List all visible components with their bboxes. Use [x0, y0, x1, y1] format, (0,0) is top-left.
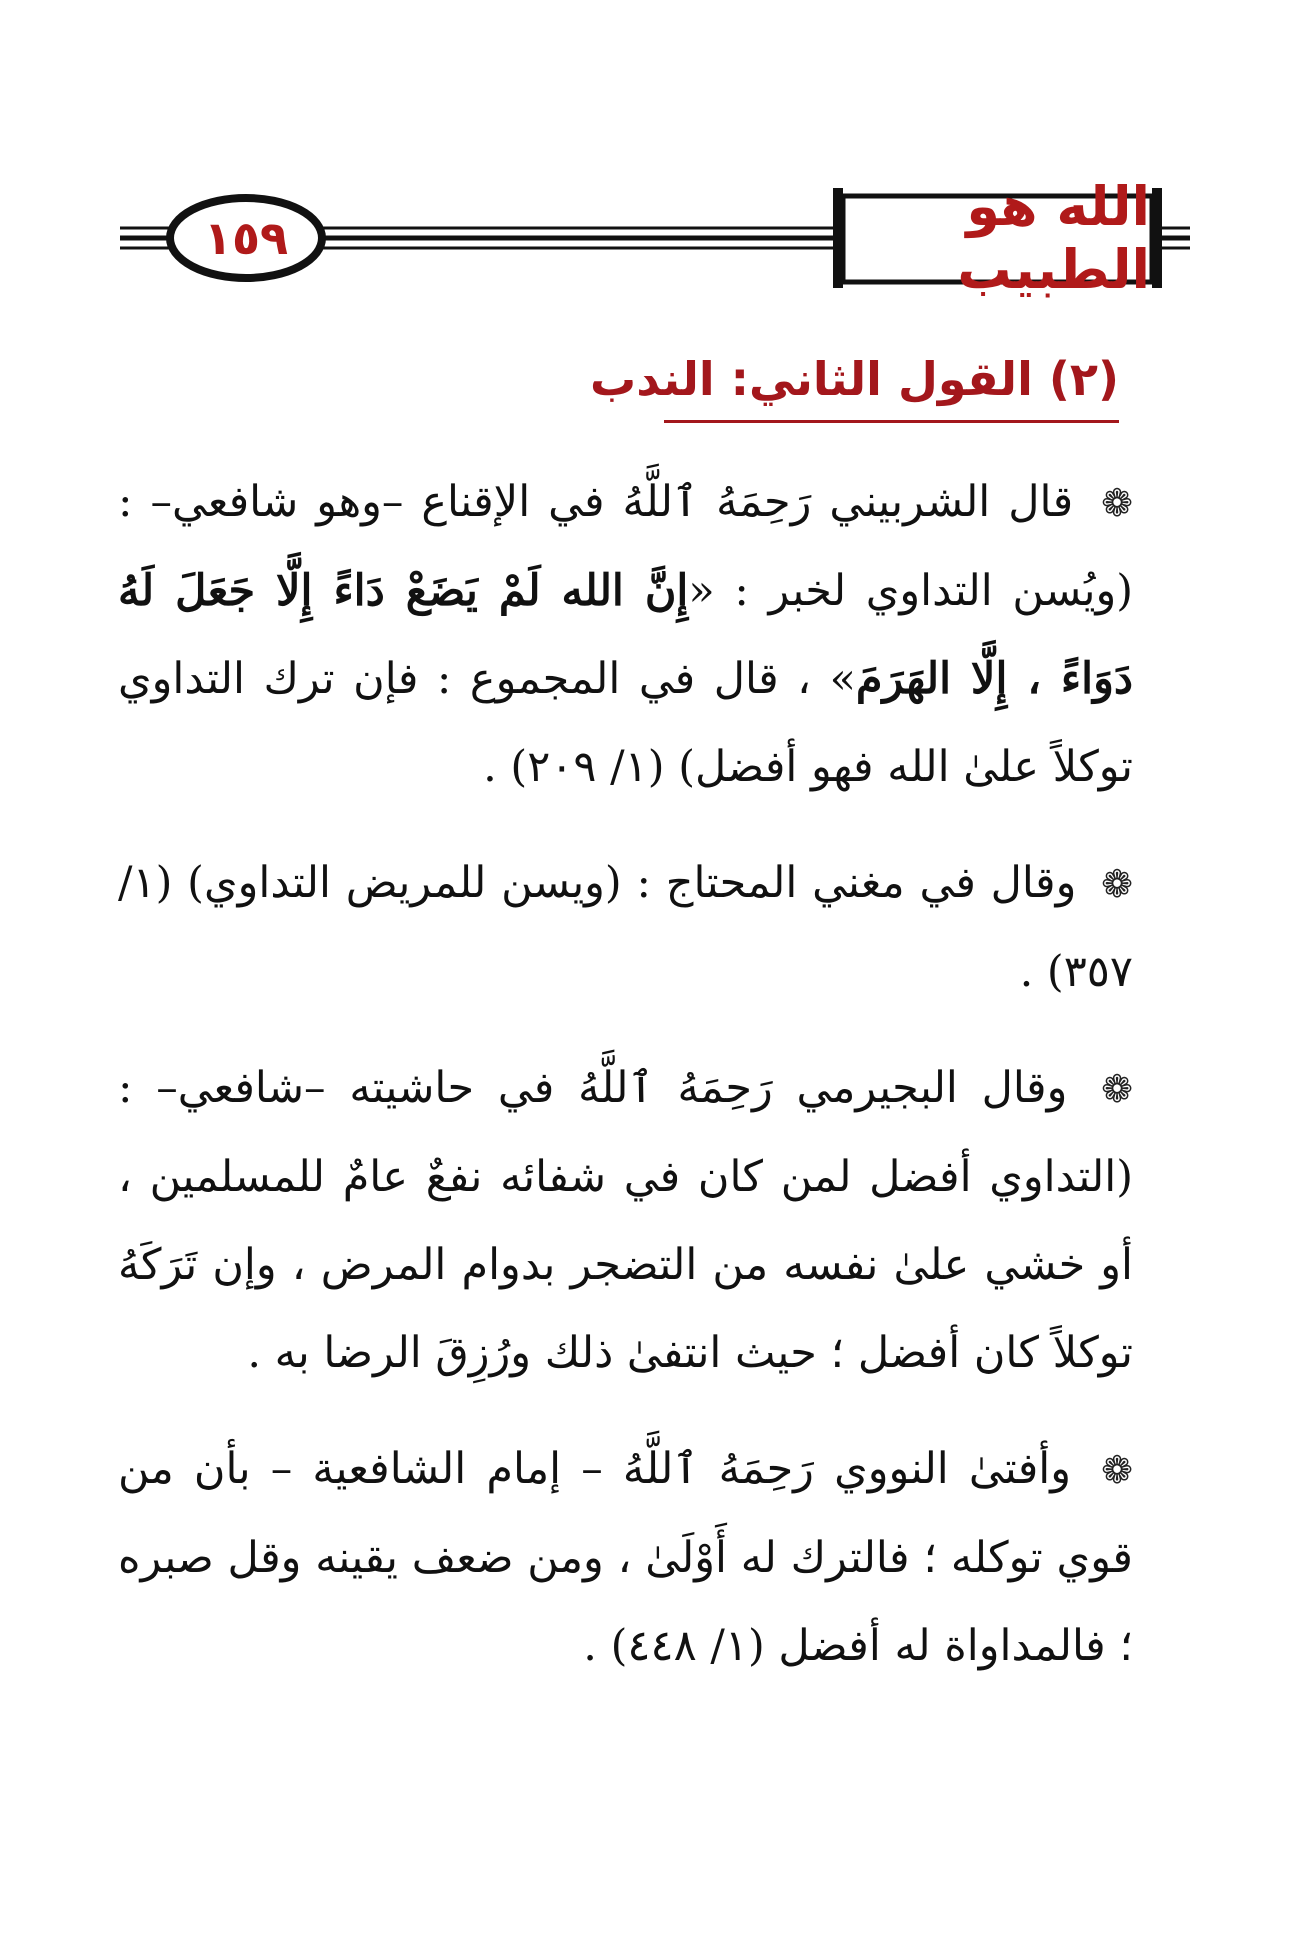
section-heading: (٢) القول الثاني: الندب: [664, 352, 1119, 423]
hadith-text: إِنَّ الله لَمْ يَضَعْ دَاءً إِلَّا جَعَلَ لَهُ دَوَاءً ، إِلَّا الهَرَمَ: [118, 566, 1133, 704]
flower-bullet-icon: ❁: [1101, 481, 1133, 525]
flower-bullet-icon: ❁: [1101, 1448, 1134, 1492]
page-header: [0, 0, 1304, 340]
book-title: الله هو الطبيب: [957, 175, 1150, 301]
paragraph-text: وقال البجيرمي رَحِمَهُ ٱللَّهُ في حاشيته –شافعي– : (التداوي أفضل لمن كان في شفائه نفعٌ عامٌ للمسلمين ، أو خشي علىٰ نفسه من التضجر بدوام المرض ، وإن تَرَكَهُ توكلاً كان أفضل ؛ حيث انتفىٰ ذلك ورُزِقَ الرضا به .: [118, 1063, 1133, 1378]
paragraph-text: وأفتىٰ النووي رَحِمَهُ ٱللَّهُ – إمام الشافعية – بأن من قوي توكله ؛ فالترك له أَوْلَىٰ ، ومن ضعف يقينه وقل صبره ؛ فالمداواة له أفضل (١/ ٤٤٨) .: [118, 1444, 1133, 1671]
paragraph-text: قال الشربيني رَحِمَهُ ٱللَّهُ في الإقناع –وهو شافعي– : (ويُسن التداوي لخبر : «: [118, 477, 1134, 616]
flower-bullet-icon: ❁: [1101, 1067, 1133, 1111]
paragraph-nawawi: [118, 1425, 1133, 1690]
paragraph-mughni: [118, 839, 1133, 1016]
paragraph-text: وقال في مغني المحتاج : (ويسن للمريض التداوي) (١/ ٣٥٧) .: [118, 858, 1133, 997]
page-number: ١٥٩: [203, 211, 289, 265]
main-text: [118, 458, 1133, 1718]
paragraph-bujayrimi: [118, 1044, 1133, 1397]
paragraph-text: » ، قال في المجموع : فإن ترك التداوي توكلاً علىٰ الله فهو أفضل) (١/ ٢٠٩) .: [118, 654, 1133, 792]
flower-bullet-icon: ❁: [1101, 862, 1134, 906]
paragraph-sharbini: [118, 458, 1133, 811]
